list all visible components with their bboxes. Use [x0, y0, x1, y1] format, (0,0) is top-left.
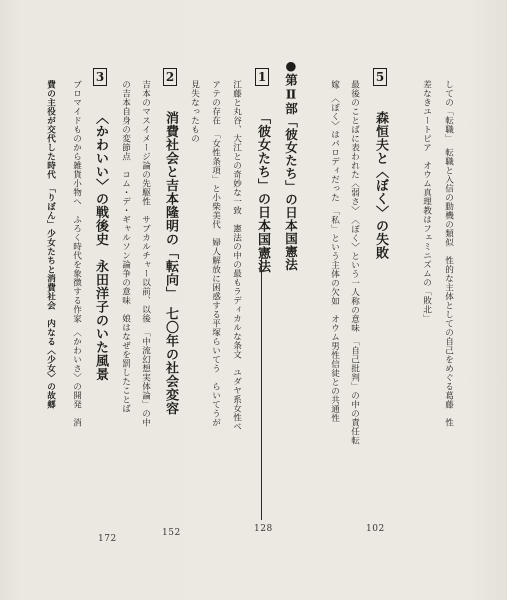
- chapter2-heading: [162, 68, 178, 415]
- chapter1-rule: [261, 258, 262, 520]
- chapter3-heading: [92, 68, 108, 381]
- chapter5-title: 森恒夫と〈ぼく〉の失敗: [373, 111, 388, 260]
- chapter3-number: 3: [93, 70, 107, 84]
- chapter2-number: 2: [163, 70, 177, 84]
- chapter3-title: 〈かわいい〉の戦後史 永田洋子のいた風景: [93, 111, 108, 381]
- chapter1-line: 見失なったもの: [189, 80, 200, 143]
- chapter5-intro-line: しての「転職」 転職と入信の動機の類似 性的な主体としての自己をめぐる葛藤 性: [443, 80, 454, 427]
- chapter1-title: 「彼女たち」の日本国憲法: [255, 111, 270, 273]
- chapter5-line: 最後のことばに表われた〈弱さ〉 〈ぼく〉という一人称の意味 「自己批判」の中の責任転: [349, 80, 360, 446]
- chapter1-number: 1: [255, 70, 269, 84]
- continued-line: 費の主役が交代した時代 「りぼん」少女たちと消費社会 内なる〈少女〉の故郷: [45, 80, 56, 409]
- chapter1-heading: [254, 68, 270, 273]
- chapter3-line: ブロマイドものから雑貨小物へ ふろく時代を象徴する作家 〈かわいさ〉の開発 消: [71, 80, 82, 427]
- chapter1-line: 江藤と丸谷、大江との奇妙な一致 憲法の中の最もラディカルな条文 ユダヤ系女性ベ: [231, 80, 242, 431]
- chapter2-page-number: 152: [162, 528, 181, 538]
- chapter5-heading: [372, 68, 388, 260]
- chapter5-number: 5: [373, 70, 387, 84]
- chapter3-page-number: 172: [98, 534, 117, 544]
- chapter1-page-number: 128: [254, 524, 273, 534]
- chapter5-page-number: 102: [366, 524, 385, 534]
- chapter2-line: 吉本のマスイメージ論の先駆性 サブカルチャー以前、以後 「中流幻想実体論」の中: [140, 80, 151, 427]
- chapter1-line: アテの存在 「女性条項」と小柴美代 婦人解放に困惑する平塚らいてう らいてうが: [210, 80, 221, 427]
- chapter5-line: 嫁 〈ぼく〉はパロディだった 「私」という主体の欠如 オウム男性信徒との共通性: [329, 80, 340, 423]
- part2-label: ●第Ⅱ部「彼女たち」の日本国憲法: [283, 58, 299, 271]
- chapter5-intro-line: 差なきユートピア オウム真理教はフェミニズムの「敗北」: [421, 80, 432, 323]
- chapter2-line: の吉本自身の変節点 コム・デ・ギャルソン論争の意味 娘はなぜを罰したことば: [120, 80, 131, 413]
- chapter2-title: 消費社会と吉本隆明の「転向」 七〇年の社会変容: [163, 111, 178, 415]
